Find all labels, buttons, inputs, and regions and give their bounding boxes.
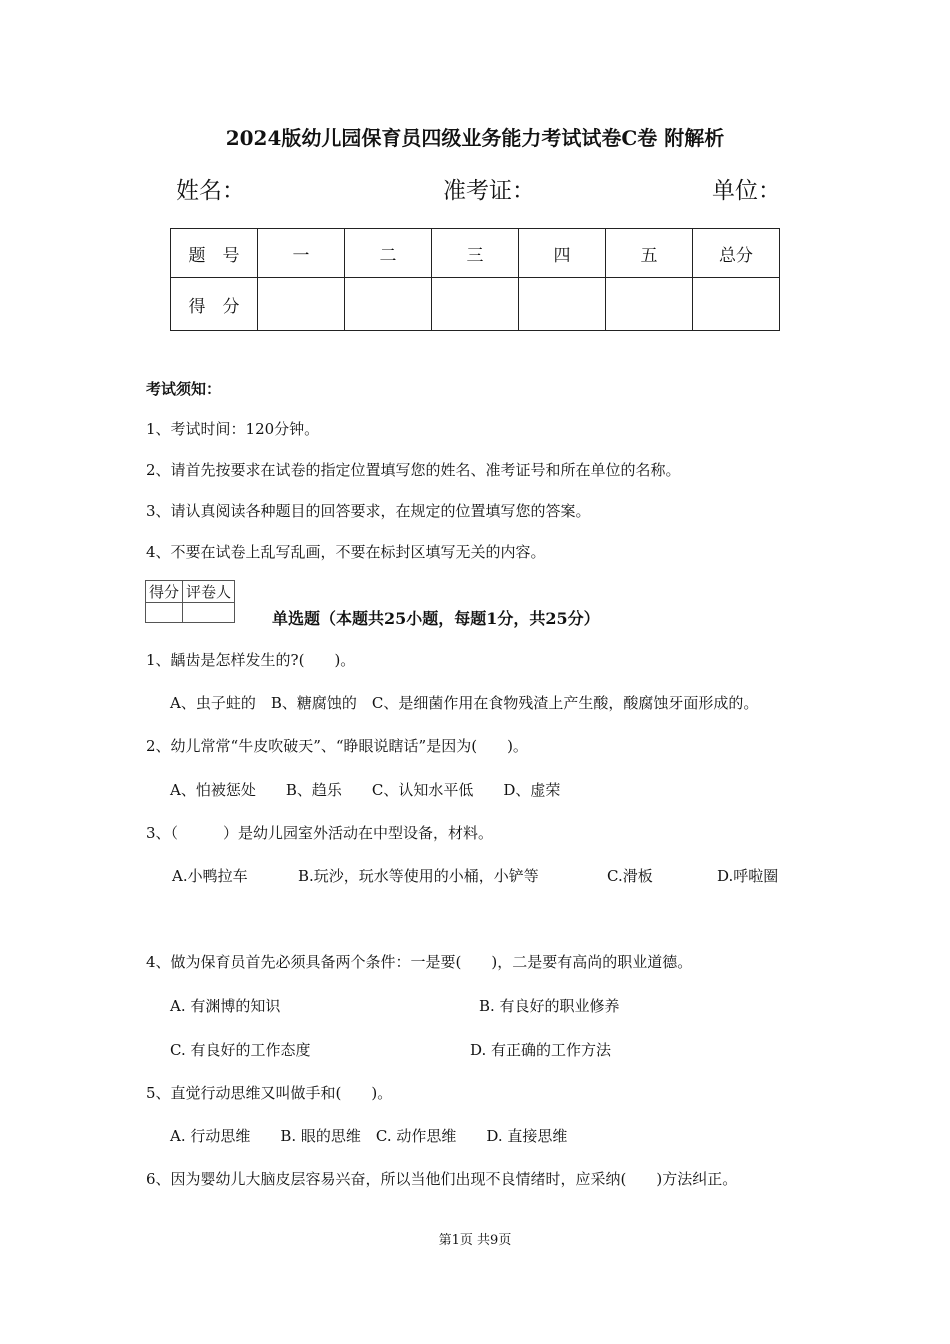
question-3-option-b: B.玩沙，玩水等使用的小桶，小铲等: [298, 867, 539, 885]
notice-item: 4、不要在试卷上乱写乱画，不要在标封区填写无关的内容。: [146, 543, 546, 561]
grader-table: [145, 580, 235, 623]
question-1: 1、龋齿是怎样发生的?( )。: [146, 651, 356, 669]
question-4-option-a: A. 有渊博的知识: [170, 997, 281, 1015]
score-cell: 一: [258, 229, 345, 278]
score-cell: [606, 278, 693, 331]
exam-id-label: 准考证：: [443, 178, 535, 204]
notice-item: 2、请首先按要求在试卷的指定位置填写您的姓名、准考证号和所在单位的名称。: [146, 461, 681, 479]
score-cell: [258, 278, 345, 331]
question-3-option-a: A.小鸭拉车: [172, 867, 248, 885]
score-cell: [432, 278, 519, 331]
score-table-header-row: [171, 229, 780, 278]
notice-item: 1、考试时间：120分钟。: [146, 420, 320, 438]
question-3: 3、（ ）是幼儿园室外活动在中型设备，材料。: [146, 824, 494, 842]
score-cell: 题 号: [171, 229, 258, 278]
section-title: 单选题（本题共25小题，每题1分，共25分）: [272, 609, 600, 628]
score-table: [170, 228, 780, 331]
question-4-option-d: D. 有正确的工作方法: [470, 1041, 612, 1059]
question-4-option-b: B. 有良好的职业修养: [479, 997, 620, 1015]
grader-score-label: 得分: [146, 581, 183, 603]
question-3-option-c: C.滑板: [607, 867, 653, 885]
score-cell: [693, 278, 780, 331]
document-title: 2024版幼儿园保育员四级业务能力考试试卷C卷 附解析: [225, 126, 725, 150]
score-cell: [345, 278, 432, 331]
question-6: 6、因为婴幼儿大脑皮层容易兴奋，所以当他们出现不良情绪时，应采纳( )方法纠正。: [146, 1170, 738, 1188]
unit-label: 单位：: [712, 178, 781, 204]
question-3-option-d: D.呼啦圈: [717, 867, 779, 885]
question-2: 2、幼儿常常“牛皮吹破天”、“睁眼说瞎话”是因为( )。: [146, 737, 528, 755]
score-cell: 四: [519, 229, 606, 278]
score-table-score-row: [171, 278, 780, 331]
name-label: 姓名：: [176, 178, 245, 204]
score-cell: 五: [606, 229, 693, 278]
score-cell: [519, 278, 606, 331]
score-cell: 二: [345, 229, 432, 278]
question-4-option-c: C. 有良好的工作态度: [170, 1041, 311, 1059]
score-cell: 得 分: [171, 278, 258, 331]
question-1-options: A、虫子蛀的 B、糖腐蚀的 C、是细菌作用在食物残渣上产生酸，酸腐蚀牙面形成的。: [170, 694, 759, 712]
question-5: 5、直觉行动思维又叫做手和( )。: [146, 1084, 393, 1102]
notice-item: 3、请认真阅读各种题目的回答要求，在规定的位置填写您的答案。: [146, 502, 591, 520]
grader-score-cell: [146, 603, 183, 623]
score-cell: 总分: [693, 229, 780, 278]
grader-reviewer-cell: [183, 603, 235, 623]
question-4: 4、做为保育员首先必须具备两个条件：一是要( )，二是要有高尚的职业道德。: [146, 953, 693, 971]
notice-heading: 考试须知：: [146, 380, 222, 398]
grader-reviewer-label: 评卷人: [183, 581, 235, 603]
question-5-options: A. 行动思维 B. 眼的思维 C. 动作思维 D. 直接思维: [170, 1127, 568, 1145]
question-2-options: A、怕被惩处 B、趋乐 C、认知水平低 D、虚荣: [170, 781, 561, 799]
score-cell: 三: [432, 229, 519, 278]
page-footer: 第1页 共9页: [438, 1233, 512, 1248]
